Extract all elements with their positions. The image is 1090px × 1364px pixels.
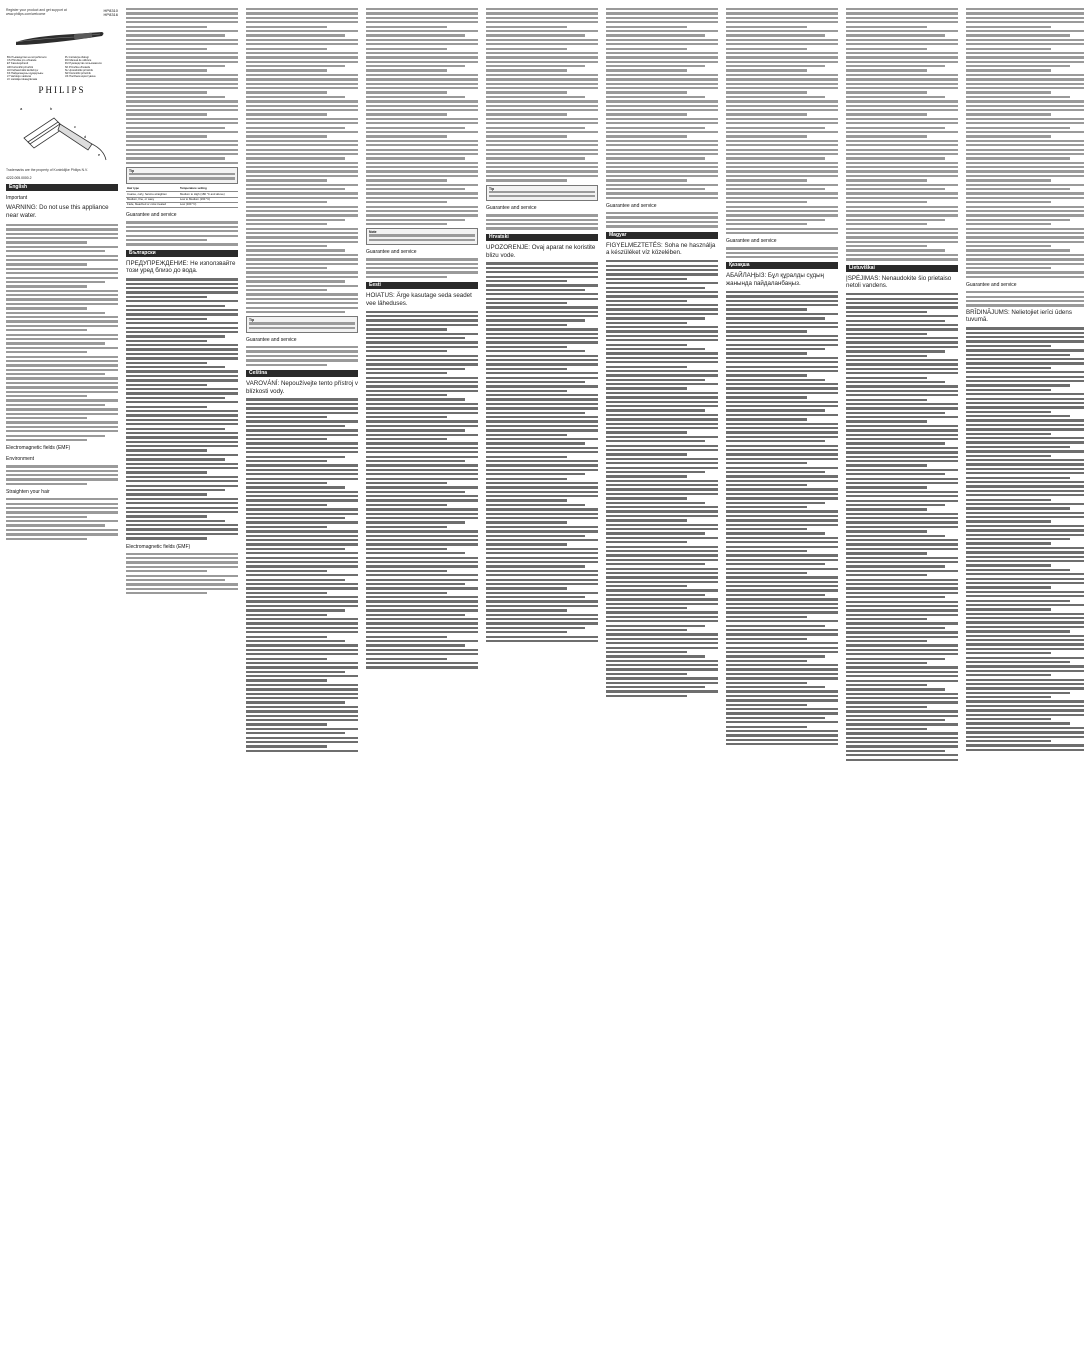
straightener-product-image xyxy=(14,28,106,50)
guarantee-bg-text xyxy=(246,346,358,366)
section-hrvatski: Hrvatski xyxy=(486,234,598,241)
heading-guarantee-lt: Guarantee and service xyxy=(966,282,1017,289)
table-cell: Coarse, curly, hard-to-straighten xyxy=(126,192,179,197)
tip-box xyxy=(246,316,358,333)
lang-item: SL Uporabniški priročnik xyxy=(64,68,93,72)
bg-tail-text xyxy=(126,553,238,595)
note-box xyxy=(366,228,478,245)
table-row xyxy=(126,202,238,207)
lietuviskai-continued-text xyxy=(966,8,1084,278)
lang-item: UK Посібник користувача xyxy=(64,75,96,79)
tip-box xyxy=(486,185,598,202)
guarantee-et-text xyxy=(486,214,598,229)
eesti-body-text xyxy=(366,311,478,669)
cestina-body-text xyxy=(246,398,358,752)
lang-item: LT Vartotojo vadovas xyxy=(7,75,32,79)
language-list xyxy=(6,56,118,82)
bulgarian-body-text xyxy=(126,278,238,539)
warning-bulgarian: ПРЕДУПРЕЖДЕНИЕ: Не използвайте този уред близо до вода. xyxy=(126,259,236,275)
lang-item: RU Руководство пользователя xyxy=(64,62,102,66)
trademark-note: Trademarks are the property of Koninklijke Philips N.V. xyxy=(6,168,88,173)
lietuviskai-body-text xyxy=(846,293,958,761)
label-c: c xyxy=(74,124,76,130)
kazakh-body-text xyxy=(726,291,838,746)
section-magyar: Magyar xyxy=(606,232,718,239)
environment-text xyxy=(6,465,118,485)
tip-box xyxy=(126,167,238,184)
hrvatski-continued-text xyxy=(606,8,718,199)
section-kazakh: Қазақша xyxy=(726,262,838,269)
warning-lietuviskai: ĮSPĖJIMAS: Nenaudokite šio prietaiso netoli vandens. xyxy=(846,274,952,290)
column-kazakh-lt xyxy=(846,8,958,1358)
lang-item: LV Lietotāja rokasgrāmata xyxy=(7,78,38,82)
lang-item: SR Korisnički priručnik xyxy=(64,72,91,76)
heading-guarantee-cs: Guarantee and service xyxy=(366,249,417,256)
note-label: Note xyxy=(369,230,377,235)
column-eesti-hrvatski xyxy=(486,8,598,1358)
table-cell: Low to Medium (160 °C) xyxy=(179,197,238,202)
print-code: 4222.005.0000.2 xyxy=(6,175,32,180)
philips-logo: PHILIPS xyxy=(38,84,86,95)
product-diagram xyxy=(14,98,110,164)
magyar-continued-text xyxy=(726,8,838,234)
guarantee-hr-text xyxy=(606,212,718,227)
guarantee-lt-text xyxy=(966,291,1084,306)
label-d: d xyxy=(84,134,87,140)
section-eesti: Eesti xyxy=(366,282,478,289)
model-hp8310: HP8310 xyxy=(103,8,118,13)
label-a: a xyxy=(20,106,23,112)
heading-guarantee: Guarantee and service xyxy=(126,212,177,219)
lang-item: CS Příručka pro uživatele xyxy=(7,59,37,63)
table-cell: Low (160 °C) xyxy=(179,202,238,207)
table-cell: Medium to High (180 °C and above) xyxy=(179,192,238,197)
warning-eesti: HOIATUS: Ärge kasutage seda seadet vee läheduses. xyxy=(366,292,472,307)
warning-english: WARNING: Do not use this appliance near water. xyxy=(6,204,109,220)
label-b: b xyxy=(50,106,53,112)
heading-important: Important xyxy=(6,195,28,202)
heading-emf-bg: Electromagnetic fields (EMF) xyxy=(126,543,191,550)
section-lietuviskai: Lietuviškai xyxy=(846,265,958,272)
lang-item: RO Manual de utilizare xyxy=(64,59,92,63)
label-e: e xyxy=(98,152,101,158)
english-body-text xyxy=(6,224,118,441)
hrvatski-body-text xyxy=(486,262,598,642)
guarantee-hu-text xyxy=(726,247,838,258)
register-line: Register your product and get support at xyxy=(6,8,67,12)
guarantee-text xyxy=(126,221,238,245)
lang-item: HR Korisnički priručnik xyxy=(7,65,34,69)
english-body-text-2 xyxy=(126,8,238,164)
section-cestina: Čeština xyxy=(246,370,358,377)
table-header: Temperature setting xyxy=(179,187,238,192)
eesti-continued-text xyxy=(486,8,598,182)
lang-item: ET Kasutusjuhend xyxy=(7,62,29,66)
table-cell: Fade, bleached or color-treated xyxy=(126,202,179,207)
column-hrvatski-magyar xyxy=(606,8,718,1358)
column-english xyxy=(6,8,118,1358)
heading-guarantee-hr: Guarantee and service xyxy=(606,203,657,210)
heading-guarantee-et: Guarantee and service xyxy=(486,205,537,212)
latvian-body-text xyxy=(966,327,1084,751)
table-cell: Medium, fine, or wavy xyxy=(126,197,179,202)
tip-label: Tip xyxy=(249,318,255,323)
section-english: English xyxy=(6,184,118,191)
lang-item: HU Felhasználói kézikönyv xyxy=(7,68,39,72)
column-cestina-eesti xyxy=(366,8,478,1358)
heading-guarantee-bg: Guarantee and service xyxy=(246,337,297,344)
warning-hrvatski: UPOZORENJE: Ovaj aparat ne koristite blizu vode. xyxy=(486,243,596,259)
heading-emf: Electromagnetic fields (EMF) xyxy=(6,445,71,452)
lang-item: SK Príručka užívateľa xyxy=(64,65,90,69)
warning-kazakh: АБАЙЛАҢЫЗ: Бұл құралды судың жанында пайдаланбаңыз. xyxy=(726,272,824,288)
section-bulgarian: Български xyxy=(126,250,238,257)
warning-latvian: BRĪDINĀJUMS: Nelietojiet ierīci ūdens tuvumā. xyxy=(966,308,1072,324)
heading-straighten: Straighten your hair xyxy=(6,489,50,496)
column-lt-lv xyxy=(966,8,1084,1358)
warning-cestina: VAROVÁNÍ: Nepoužívejte tento přístroj v blízkosti vody. xyxy=(246,379,358,395)
warning-magyar: FIGYELMEZTETÉS: Soha ne használja a készüléket víz közelében. xyxy=(606,241,716,257)
tip-label: Tip xyxy=(129,168,135,173)
lang-item: KK Пайдаланушы нұсқаулығы xyxy=(7,72,44,76)
straighten-text xyxy=(6,498,118,540)
guarantee-cs-text xyxy=(366,258,478,278)
cestina-continued-text xyxy=(366,8,478,225)
column-magyar-kazakh xyxy=(726,8,838,1358)
table-header: Hair type xyxy=(126,187,179,192)
magyar-body-text xyxy=(606,260,718,697)
bulgarian-continued-text xyxy=(246,8,358,313)
heading-environment: Environment xyxy=(6,456,35,463)
model-hp8316: HP8316 xyxy=(103,12,118,18)
lang-item: BG Ръководство на потребителя xyxy=(7,56,47,59)
website-link[interactable]: www.philips.com/welcome xyxy=(6,12,46,17)
lang-item: PL Instrukcja obsługi xyxy=(64,56,89,59)
column-english-2 xyxy=(126,8,238,1358)
column-bulgarian-cs xyxy=(246,8,358,1358)
heading-guarantee-hu: Guarantee and service xyxy=(726,238,777,245)
tip-label: Tip xyxy=(489,186,495,191)
kazakh-continued-text xyxy=(846,8,958,261)
hair-type-table xyxy=(126,187,238,209)
